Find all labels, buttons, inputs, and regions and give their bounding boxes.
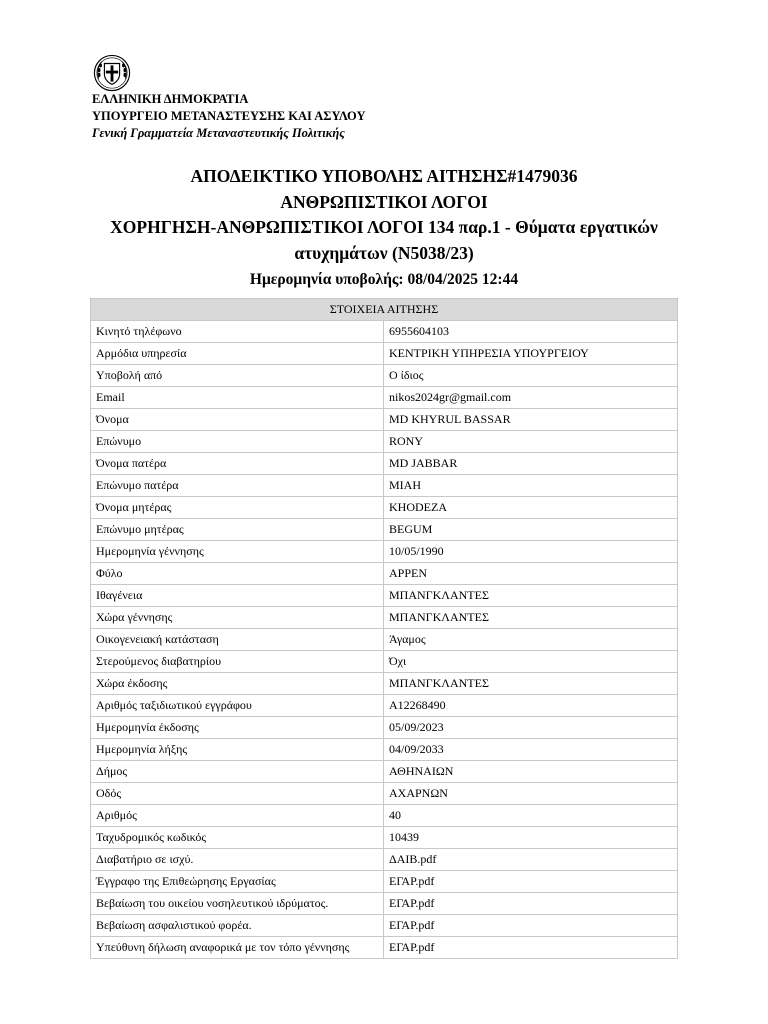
table-row bbox=[91, 805, 678, 827]
field-label: Ημερομηνία λήξης bbox=[91, 739, 384, 761]
table-row bbox=[91, 849, 678, 871]
field-value: RONY bbox=[384, 431, 678, 453]
field-value: ΕΓΑΡ.pdf bbox=[384, 937, 678, 959]
table-row bbox=[91, 343, 678, 365]
field-value: 40 bbox=[384, 805, 678, 827]
table-row bbox=[91, 761, 678, 783]
field-value: nikos2024gr@gmail.com bbox=[384, 387, 678, 409]
field-value: ΕΓΑΡ.pdf bbox=[384, 871, 678, 893]
field-value: 10439 bbox=[384, 827, 678, 849]
table-row bbox=[91, 387, 678, 409]
field-value: ΜΠΑΝΓΚΛΑΝΤΕΣ bbox=[384, 673, 678, 695]
table-row bbox=[91, 453, 678, 475]
table-row bbox=[91, 871, 678, 893]
field-label: Διαβατήριο σε ισχύ. bbox=[91, 849, 384, 871]
field-value: ΜΠΑΝΓΚΛΑΝΤΕΣ bbox=[384, 607, 678, 629]
field-value: 10/05/1990 bbox=[384, 541, 678, 563]
table-heading: ΣΤΟΙΧΕΙΑ ΑΙΤΗΣΗΣ bbox=[91, 299, 678, 321]
field-label: Όνομα μητέρας bbox=[91, 497, 384, 519]
field-label: Επώνυμο πατέρα bbox=[91, 475, 384, 497]
field-label: Φύλο bbox=[91, 563, 384, 585]
table-row bbox=[91, 321, 678, 343]
field-label: Βεβαίωση του οικείου νοσηλευτικού ιδρύματος. bbox=[91, 893, 384, 915]
field-value: ΚΕΝΤΡΙΚΗ ΥΠΗΡΕΣΙΑ ΥΠΟΥΡΓΕΙΟΥ bbox=[384, 343, 678, 365]
document-header bbox=[92, 91, 366, 142]
field-value: ΑΡΡΕΝ bbox=[384, 563, 678, 585]
field-value: ΕΓΑΡ.pdf bbox=[384, 915, 678, 937]
field-label: Έγγραφο της Επιθεώρησης Εργασίας bbox=[91, 871, 384, 893]
field-value: ΕΓΑΡ.pdf bbox=[384, 893, 678, 915]
field-label: Στερούμενος διαβατηρίου bbox=[91, 651, 384, 673]
field-label: Χώρα γέννησης bbox=[91, 607, 384, 629]
field-label: Ημερομηνία γέννησης bbox=[91, 541, 384, 563]
table-row bbox=[91, 717, 678, 739]
field-label: Υπεύθυνη δήλωση αναφορικά με τον τόπο γέννησης bbox=[91, 937, 384, 959]
field-label: Χώρα έκδοσης bbox=[91, 673, 384, 695]
field-value: Όχι bbox=[384, 651, 678, 673]
table-row bbox=[91, 431, 678, 453]
field-label: Δήμος bbox=[91, 761, 384, 783]
document-title-block bbox=[90, 164, 678, 291]
table-row bbox=[91, 827, 678, 849]
field-value: MIAH bbox=[384, 475, 678, 497]
field-label: Ταχυδρομικός κωδικός bbox=[91, 827, 384, 849]
field-value: 6955604103 bbox=[384, 321, 678, 343]
field-value: 05/09/2023 bbox=[384, 717, 678, 739]
field-label: Επώνυμο μητέρας bbox=[91, 519, 384, 541]
field-value: BEGUM bbox=[384, 519, 678, 541]
field-label: Επώνυμο bbox=[91, 431, 384, 453]
table-row bbox=[91, 651, 678, 673]
field-value: MD KHYRUL BASSAR bbox=[384, 409, 678, 431]
ministry-name: ΥΠΟΥΡΓΕΙΟ ΜΕΤΑΝΑΣΤΕΥΣΗΣ ΚΑΙ ΑΣΥΛΟΥ bbox=[92, 109, 366, 123]
receipt-title: ΑΠΟΔΕΙΚΤΙΚΟ ΥΠΟΒΟΛΗΣ ΑΙΤΗΣΗΣ#1479036 bbox=[190, 166, 578, 186]
field-value: MD JABBAR bbox=[384, 453, 678, 475]
table-row bbox=[91, 915, 678, 937]
table-row bbox=[91, 563, 678, 585]
greek-emblem-icon bbox=[93, 54, 131, 92]
table-row bbox=[91, 673, 678, 695]
field-value: ΔΑΙΒ.pdf bbox=[384, 849, 678, 871]
table-row bbox=[91, 365, 678, 387]
field-label: Κινητό τηλέφωνο bbox=[91, 321, 384, 343]
table-row bbox=[91, 893, 678, 915]
table-row bbox=[91, 695, 678, 717]
table-row bbox=[91, 409, 678, 431]
field-label: Ιθαγένεια bbox=[91, 585, 384, 607]
field-label: Βεβαίωση ασφαλιστικού φορέα. bbox=[91, 915, 384, 937]
procedure-title-continued: ατυχημάτων (N5038/23) bbox=[294, 242, 474, 263]
field-label: Email bbox=[91, 387, 384, 409]
field-value: KHODEZA bbox=[384, 497, 678, 519]
field-label: Αρμόδια υπηρεσία bbox=[91, 343, 384, 365]
table-row bbox=[91, 739, 678, 761]
table-row bbox=[91, 519, 678, 541]
field-label: Όνομα bbox=[91, 409, 384, 431]
table-row bbox=[91, 585, 678, 607]
field-value: ΑΘΗΝΑΙΩΝ bbox=[384, 761, 678, 783]
field-label: Οικογενειακή κατάσταση bbox=[91, 629, 384, 651]
field-value: Άγαμος bbox=[384, 629, 678, 651]
table-row bbox=[91, 629, 678, 651]
field-label: Υποβολή από bbox=[91, 365, 384, 387]
procedure-title: ΧΟΡΗΓΗΣΗ-ΑΝΘΡΩΠΙΣΤΙΚΟΙ ΛΟΓΟΙ 134 παρ.1 - Θύματα εργατικών bbox=[110, 217, 658, 237]
field-value: 04/09/2033 bbox=[384, 739, 678, 761]
table-row bbox=[91, 607, 678, 629]
republic-name: ΕΛΛΗΝΙΚΗ ΔΗΜΟΚΡΑΤΙΑ bbox=[92, 92, 249, 106]
field-value: Ο ίδιος bbox=[384, 365, 678, 387]
field-value: ΜΠΑΝΓΚΛΑΝΤΕΣ bbox=[384, 585, 678, 607]
field-value: ΑΧΑΡΝΩΝ bbox=[384, 783, 678, 805]
table-row bbox=[91, 541, 678, 563]
table-row bbox=[91, 937, 678, 959]
table-row bbox=[91, 783, 678, 805]
field-label: Αριθμός ταξιδιωτικού εγγράφου bbox=[91, 695, 384, 717]
table-row bbox=[91, 497, 678, 519]
field-label: Ημερομηνία έκδοσης bbox=[91, 717, 384, 739]
secretariat-name: Γενική Γραμματεία Μεταναστευτικής Πολιτικής bbox=[92, 126, 345, 140]
field-label: Όνομα πατέρα bbox=[91, 453, 384, 475]
submission-date: Ημερομηνία υποβολής: 08/04/2025 12:44 bbox=[249, 271, 519, 288]
table-row bbox=[91, 475, 678, 497]
application-details-table bbox=[90, 298, 678, 959]
field-label: Οδός bbox=[91, 783, 384, 805]
field-label: Αριθμός bbox=[91, 805, 384, 827]
category-title: ΑΝΘΡΩΠΙΣΤΙΚΟΙ ΛΟΓΟΙ bbox=[280, 191, 488, 212]
field-value: A12268490 bbox=[384, 695, 678, 717]
